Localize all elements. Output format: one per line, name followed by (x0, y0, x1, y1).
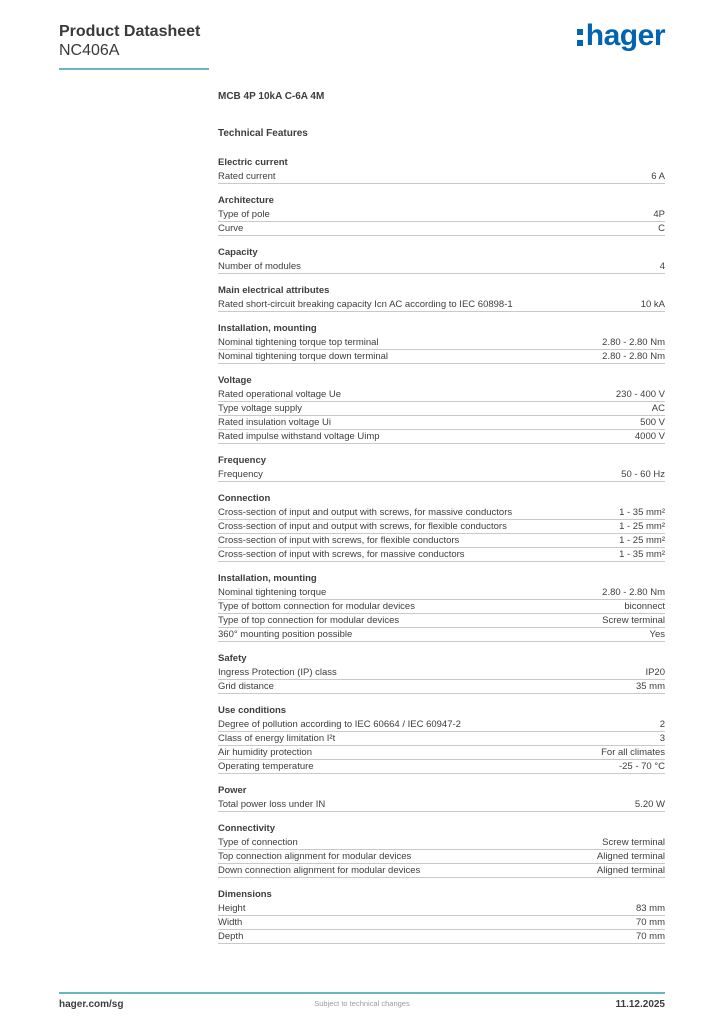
footer-divider (59, 992, 665, 994)
page-header (59, 19, 665, 70)
row-value: 1 - 25 mm² (619, 535, 665, 546)
section-title: Safety (218, 653, 247, 664)
section-rows (218, 336, 665, 364)
page-title: Product Datasheet (59, 23, 201, 40)
spec-section (218, 323, 665, 364)
row-value: 35 mm (635, 681, 665, 692)
table-row (218, 430, 665, 444)
table-row (218, 902, 665, 916)
spec-section (218, 653, 665, 694)
table-row (218, 170, 665, 184)
row-value: Aligned terminal (596, 851, 665, 862)
section-rows (218, 666, 665, 694)
spec-section (218, 157, 665, 184)
table-row (218, 350, 665, 364)
table-row (218, 666, 665, 680)
row-value: 4 (659, 261, 665, 272)
section-rows (218, 836, 665, 878)
row-label: Type voltage supply (218, 403, 302, 414)
section-title: Frequency (218, 455, 267, 466)
row-value: 3 (659, 733, 665, 744)
section-rows (218, 170, 665, 184)
row-label: Degree of pollution according to IEC 60664 / IEC 60947-2 (218, 719, 461, 730)
row-label: Curve (218, 223, 244, 234)
table-row (218, 798, 665, 812)
spec-section (218, 823, 665, 878)
row-value: For all climates (601, 747, 665, 758)
section-title: Installation, mounting (218, 573, 317, 584)
row-label: Top connection alignment for modular devices (218, 851, 412, 862)
row-label: Width (218, 917, 243, 928)
row-label: Rated operational voltage Ue (218, 389, 342, 400)
row-label: Cross-section of input and output with screws, for massive conductors (218, 507, 513, 518)
hager-logo-text: hager (585, 19, 665, 52)
section-title: Electric current (218, 157, 288, 168)
table-row (218, 402, 665, 416)
footer-note: Subject to technical changes (314, 999, 410, 1008)
section-rows (218, 388, 665, 444)
section-title: Connectivity (218, 823, 276, 834)
table-row (218, 864, 665, 878)
table-row (218, 586, 665, 600)
spec-section (218, 285, 665, 312)
table-row (218, 836, 665, 850)
row-value: 5.20 W (634, 799, 665, 810)
row-label: Type of top connection for modular devices (218, 615, 400, 626)
row-label: Depth (218, 931, 244, 942)
row-value: 70 mm (635, 917, 665, 928)
spec-section (218, 247, 665, 274)
row-value: 1 - 35 mm² (619, 549, 665, 560)
section-rows (218, 718, 665, 774)
row-label: Number of modules (218, 261, 301, 272)
spec-section (218, 455, 665, 482)
row-label: Operating temperature (218, 761, 314, 772)
row-value: 500 V (640, 417, 665, 428)
row-value: -25 - 70 °C (618, 761, 665, 772)
row-label: Frequency (218, 469, 263, 480)
footer-website: hager.com/sg (59, 999, 124, 1010)
table-row (218, 680, 665, 694)
spec-section (218, 705, 665, 774)
row-value: Screw terminal (602, 837, 665, 848)
row-value: 2 (659, 719, 665, 730)
hager-logo (577, 19, 665, 52)
section-title: Connection (218, 493, 271, 504)
spec-section (218, 493, 665, 562)
title-block (59, 22, 209, 70)
table-row (218, 260, 665, 274)
section-rows (218, 798, 665, 812)
table-row (218, 916, 665, 930)
table-row (218, 746, 665, 760)
row-label: Rated insulation voltage Ui (218, 417, 332, 428)
row-value: 2.80 - 2.80 Nm (602, 337, 665, 348)
row-label: Type of connection (218, 837, 298, 848)
row-value: 6 A (651, 171, 665, 182)
content-area (218, 91, 665, 944)
hager-colon-icon (577, 24, 583, 47)
row-label: Nominal tightening torque down terminal (218, 351, 389, 362)
row-label: 360° mounting position possible (218, 629, 353, 640)
table-row (218, 468, 665, 482)
row-value: 70 mm (635, 931, 665, 942)
table-row (218, 614, 665, 628)
section-rows (218, 260, 665, 274)
row-label: Cross-section of input with screws, for flexible conductors (218, 535, 460, 546)
section-title: Main electrical attributes (218, 285, 330, 296)
row-label: Type of pole (218, 209, 270, 220)
spec-section (218, 785, 665, 812)
row-value: Yes (649, 629, 665, 640)
product-name: MCB 4P 10kA C-6A 4M (218, 91, 325, 102)
row-label: Cross-section of input and output with screws, for flexible conductors (218, 521, 507, 532)
section-title: Power (218, 785, 247, 796)
row-value: 230 - 400 V (615, 389, 665, 400)
row-label: Air humidity protection (218, 747, 312, 758)
row-label: Height (218, 903, 246, 914)
section-title: Capacity (218, 247, 258, 258)
table-row (218, 548, 665, 562)
row-value: 10 kA (640, 299, 665, 310)
row-value: biconnect (624, 601, 665, 612)
row-label: Down connection alignment for modular devices (218, 865, 421, 876)
section-rows (218, 506, 665, 562)
row-label: Class of energy limitation I²t (218, 733, 336, 744)
table-row (218, 298, 665, 312)
row-label: Total power loss under IN (218, 799, 326, 810)
row-label: Rated impulse withstand voltage Uimp (218, 431, 380, 442)
row-value: Screw terminal (602, 615, 665, 626)
table-row (218, 520, 665, 534)
row-value: Aligned terminal (596, 865, 665, 876)
footer-date: 11.12.2025 (615, 999, 665, 1010)
row-value: 4P (653, 209, 665, 220)
row-label: Nominal tightening torque (218, 587, 327, 598)
table-row (218, 930, 665, 944)
section-rows (218, 902, 665, 944)
spec-section (218, 375, 665, 444)
table-row (218, 534, 665, 548)
row-value: C (658, 223, 665, 234)
row-value: 1 - 25 mm² (619, 521, 665, 532)
row-value: 2.80 - 2.80 Nm (602, 587, 665, 598)
section-title: Voltage (218, 375, 252, 386)
section-title: Installation, mounting (218, 323, 317, 334)
row-label: Nominal tightening torque top terminal (218, 337, 379, 348)
row-label: Grid distance (218, 681, 274, 692)
section-title: Dimensions (218, 889, 272, 900)
row-value: IP20 (645, 667, 665, 678)
section-rows (218, 468, 665, 482)
table-row (218, 416, 665, 430)
row-label: Type of bottom connection for modular devices (218, 601, 415, 612)
product-code: NC406A (59, 42, 120, 59)
spec-section (218, 195, 665, 236)
row-label: Ingress Protection (IP) class (218, 667, 337, 678)
table-row (218, 208, 665, 222)
page-footer (59, 999, 665, 1010)
section-title: Architecture (218, 195, 274, 206)
technical-features-heading: Technical Features (218, 128, 308, 139)
table-row (218, 506, 665, 520)
table-row (218, 388, 665, 402)
row-label: Rated current (218, 171, 276, 182)
section-rows (218, 586, 665, 642)
row-value: 50 - 60 Hz (621, 469, 665, 480)
section-title: Use conditions (218, 705, 287, 716)
spec-section (218, 573, 665, 642)
table-row (218, 850, 665, 864)
table-row (218, 718, 665, 732)
row-value: 4000 V (634, 431, 665, 442)
row-label: Rated short-circuit breaking capacity Icn AC according to IEC 60898-1 (218, 299, 513, 310)
table-row (218, 628, 665, 642)
spec-section (218, 889, 665, 944)
table-row (218, 732, 665, 746)
title-underline (59, 68, 209, 70)
row-label: Cross-section of input with screws, for massive conductors (218, 549, 465, 560)
row-value: AC (651, 403, 665, 414)
table-row (218, 600, 665, 614)
section-rows (218, 208, 665, 236)
section-rows (218, 298, 665, 312)
table-row (218, 760, 665, 774)
row-value: 2.80 - 2.80 Nm (602, 351, 665, 362)
sections-container (218, 157, 665, 944)
row-value: 83 mm (635, 903, 665, 914)
table-row (218, 222, 665, 236)
table-row (218, 336, 665, 350)
row-value: 1 - 35 mm² (619, 507, 665, 518)
